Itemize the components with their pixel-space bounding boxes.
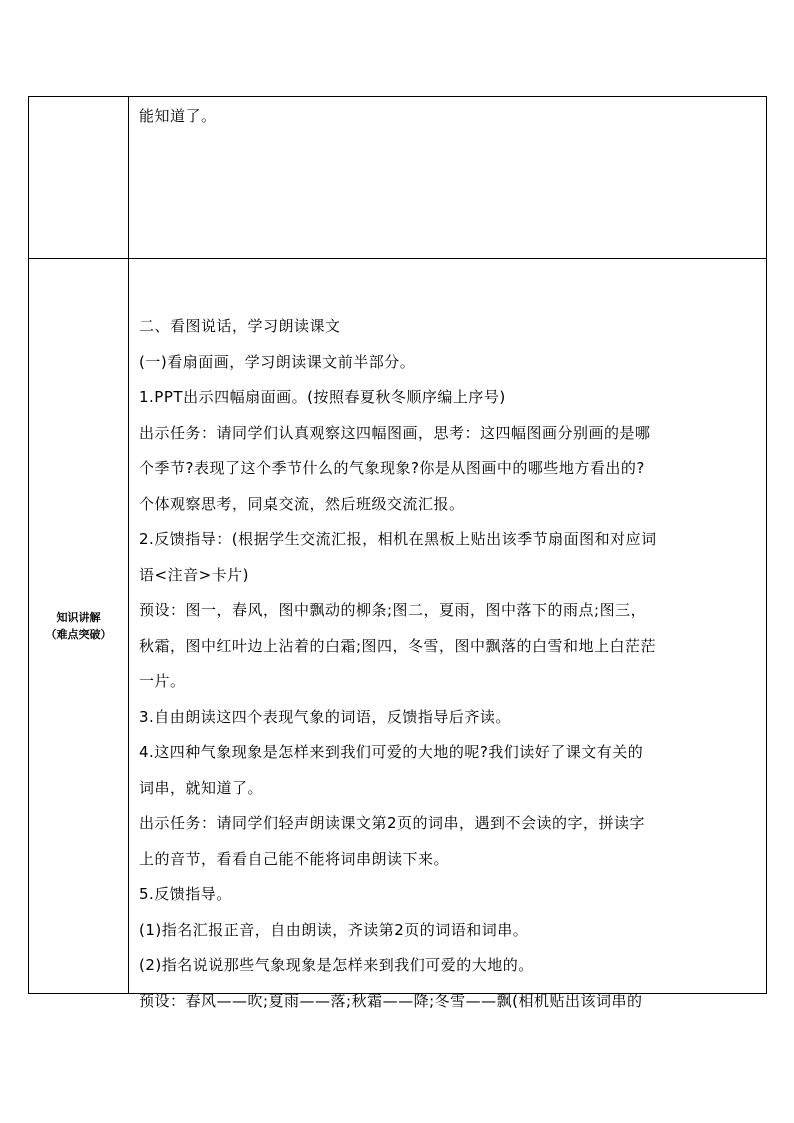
content-line: 个体观察思考，同桌交流，然后班级交流汇报。 xyxy=(139,494,465,513)
content-line: 1.PPT出示四幅扇面画。(按照春夏秋冬顺序编上序号) xyxy=(139,388,506,406)
row-label-subtitle: （难点突破） xyxy=(45,628,112,641)
content-line: 3.自由朗读这四个表现气象的词语，反馈指导后齐读。 xyxy=(139,707,511,726)
row-label-title: 知识讲解 xyxy=(56,611,101,624)
row-label-cell xyxy=(29,259,129,993)
content-line: 预设：图一，春风，图中飘动的柳条;图二，夏雨，图中落下的雨点;图三， xyxy=(139,601,647,619)
content-line: 4.这四种气象现象是怎样来到我们可爱的大地的呢?我们读好了课文有关的 xyxy=(139,743,644,761)
content-line: 5.反馈指导。 xyxy=(139,885,232,903)
row-content-cell xyxy=(129,259,766,1010)
content-line: 二、看图说话，学习朗读课文 xyxy=(139,317,341,335)
row-content-cell xyxy=(129,97,766,258)
content-line: 语<注音>卡片) xyxy=(139,565,249,584)
row-label-cell xyxy=(29,97,129,258)
content-line: 出示任务：请同学们认真观察这四幅图画，思考：这四幅图画分别画的是哪 xyxy=(139,423,651,442)
table-row xyxy=(29,97,766,259)
table-row xyxy=(29,259,766,1010)
content-line: 秋霜，图中红叶边上沾着的白霜;图四，冬雪，图中飘落的白雪和地上白茫茫 xyxy=(139,636,657,655)
content-line: 出示任务：请同学们轻声朗读课文第2页的词串，遇到不会读的字，拼读字 xyxy=(139,814,646,832)
content-line: (2)指名说说那些气象现象是怎样来到我们可爱的大地的。 xyxy=(139,956,534,974)
content-line: (一)看扇面画，学习朗读课文前半部分。 xyxy=(139,352,416,371)
content-line: 能知道了。 xyxy=(139,107,217,125)
content-line: (1)指名汇报正音，自由朗读，齐读第2页的词语和词串。 xyxy=(139,920,529,939)
content-line: 个季节?表现了这个季节什么的气象现象?你是从图画中的哪些地方看出的? xyxy=(139,459,645,477)
content-line: 2.反馈指导：(根据学生交流汇报，相机在黑板上贴出该季节扇面图和对应词 xyxy=(139,530,657,548)
content-line: 一片。 xyxy=(139,672,186,690)
content-line: 词串，就知道了。 xyxy=(139,778,264,797)
content-line: 上的音节，看看自己能不能将词串朗读下来。 xyxy=(139,849,450,868)
content-line: 预设：春风——吹;夏雨——落;秋霜——降;冬雪——飘(相机贴出该词串的 xyxy=(139,991,643,1010)
lesson-plan-table xyxy=(28,96,767,1010)
